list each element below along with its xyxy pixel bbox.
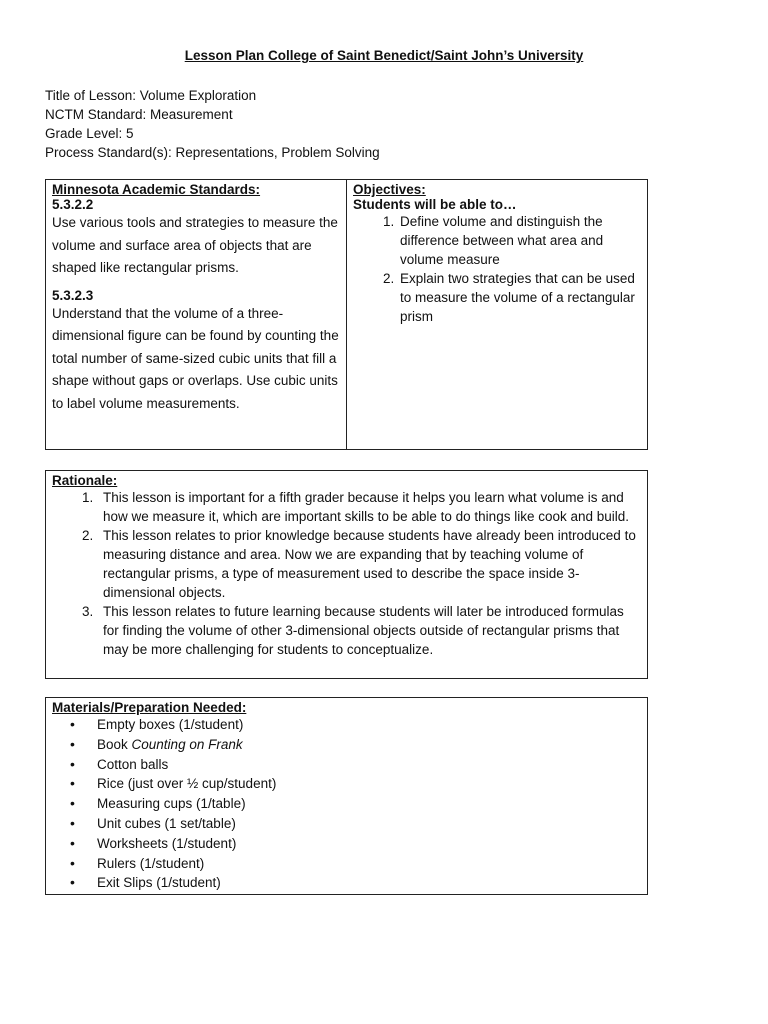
- standard-text: Use various tools and strategies to measure the volume and surface area of objects that are shaped like rectangular prisms.: [52, 215, 338, 275]
- materials-heading: Materials/Preparation Needed:: [52, 700, 247, 715]
- objectives-cell: [347, 180, 647, 449]
- list-item-text: Book: [97, 736, 132, 752]
- grade-level: Grade Level: 5: [45, 126, 134, 141]
- nctm-standard: NCTM Standard: Measurement: [45, 107, 233, 122]
- list-item: • Rice (just over ½ cup/student): [97, 774, 641, 794]
- standard-code: 5.3.2.2: [52, 197, 94, 212]
- list-item: 3. This lesson relates to future learning because students will later be introduced formulas for finding the volume of other 3-dimensional objects outside of rectangular prisms that may be more challenging for students to conceptualize.: [97, 602, 641, 659]
- lesson-title: Title of Lesson: Volume Exploration: [45, 88, 257, 103]
- list-item: • Worksheets (1/student): [97, 834, 641, 854]
- standards-heading: Minnesota Academic Standards:: [52, 182, 261, 197]
- standards-objectives-table: [45, 179, 648, 450]
- list-item: • Empty boxes (1/student): [97, 715, 641, 735]
- list-item: • Cotton balls: [97, 755, 641, 775]
- objectives-list: [353, 212, 641, 326]
- rationale-heading: Rationale:: [52, 473, 118, 488]
- list-item: 2. Explain two strategies that can be used to measure the volume of a rectangular prism: [398, 269, 641, 326]
- materials-list: [52, 715, 641, 893]
- list-item: 1. Define volume and distinguish the difference between what area and volume measure: [398, 212, 641, 269]
- list-item: • Rulers (1/student): [97, 854, 641, 874]
- standard-text: Understand that the volume of a three-dimensional figure can be found by counting the total number of same-sized cubic units that fill a shape without gaps or overlaps. Use cubic units to label volume measurements.: [52, 305, 339, 411]
- rationale-section: [45, 470, 648, 679]
- materials-section: [45, 697, 648, 895]
- standards-cell: [46, 180, 347, 449]
- list-item: • Unit cubes (1 set/table): [97, 814, 641, 834]
- objectives-intro: Students will be able to…: [353, 197, 517, 212]
- list-item: 2. This lesson relates to prior knowledge because students have already been introduced to measuring distance and area. Now we are expanding that by teaching volume of rectangular prisms, a type of measurement used to describe the space inside 3-dimensional objects.: [97, 526, 641, 602]
- list-item: • Measuring cups (1/table): [97, 794, 641, 814]
- list-item: 1. This lesson is important for a fifth grader because it helps you learn what volume is and how we measure it, which are important skills to be able to do things like cook and build.: [97, 488, 641, 526]
- book-title: Counting on Frank: [131, 736, 243, 752]
- objectives-heading: Objectives:: [353, 182, 426, 197]
- list-item: [97, 735, 641, 755]
- rationale-list: [52, 488, 641, 659]
- process-standards: Process Standard(s): Representations, Problem Solving: [45, 145, 380, 160]
- document-title: Lesson Plan College of Saint Benedict/Saint John’s University: [184, 48, 584, 63]
- standard-code: 5.3.2.3: [52, 287, 94, 303]
- list-item: • Exit Slips (1/student): [97, 873, 641, 893]
- lesson-meta: [45, 86, 380, 162]
